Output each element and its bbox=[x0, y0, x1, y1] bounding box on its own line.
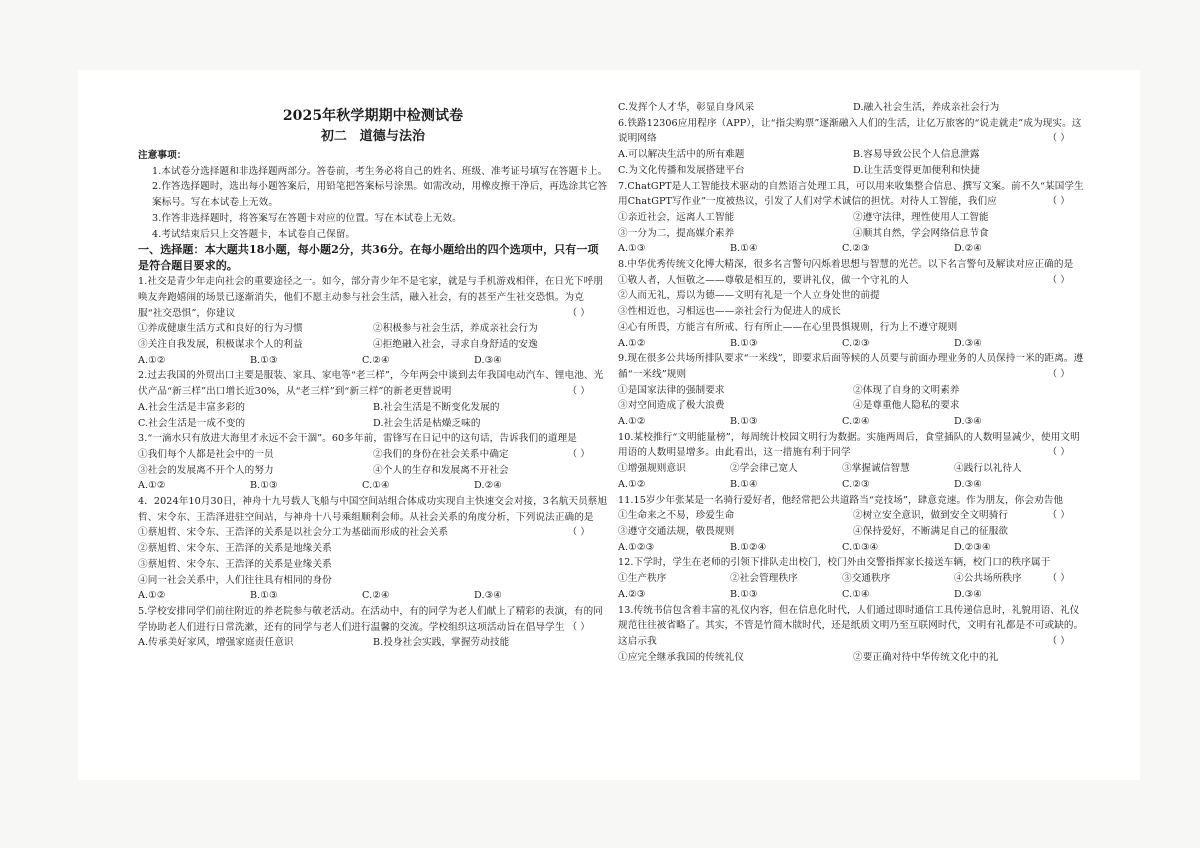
statement-1: ①应完全继承我国的传统礼仪 bbox=[618, 651, 745, 663]
option-a: A.①② bbox=[618, 478, 646, 490]
question-4-text: 4．2024年10月30日，神舟十九号载人飞船与中国空间站组合体成功实现自主快速交会对接，3名航天员蔡旭哲、宋令东、王浩泽进驻空间站，与神舟十八号乘组顺利会师。从社会关系的角度分析，下列说法正确的是 bbox=[138, 496, 608, 523]
question-1-statements-row-1 bbox=[138, 321, 608, 337]
statement-1: ①养成健康生活方式和良好的行为习惯 bbox=[138, 323, 303, 335]
question-11-statements-row-2 bbox=[618, 524, 1088, 540]
option-c: C.①④ bbox=[362, 480, 390, 492]
option-a: A.①② bbox=[138, 480, 166, 492]
statement-2: ②社会管理秩序 bbox=[730, 573, 798, 585]
option-a: A.可以解决生活中的所有难题 bbox=[618, 149, 745, 161]
option-b: B.①③ bbox=[730, 337, 758, 349]
option-a: A.①② bbox=[138, 590, 166, 602]
exam-sheet bbox=[78, 70, 1140, 780]
question-6-text: 6.铁路12306应用程序（APP），让“指尖购票”逐渐融入人们的生活，让亿万旅客的“说走就走”成为现实。这说明网络 bbox=[618, 117, 1082, 145]
left-column bbox=[138, 106, 608, 651]
option-d: D.融入社会生活，养成亲社会行为 bbox=[853, 102, 1000, 113]
answer-paren: （ ） bbox=[1047, 635, 1070, 647]
option-c: C.②④ bbox=[362, 590, 390, 602]
question-8-text: 8.中华优秀传统文化博大精深，很多名言警句闪烁着思想与智慧的光芒。以下名言警句及解读对应正确的是 bbox=[618, 259, 1074, 271]
option-b: B.①③ bbox=[250, 480, 278, 492]
option-d: D.②④ bbox=[954, 243, 983, 255]
question-8-statement-4: ④心有所畏，方能言有所戒、行有所止——在心里畏惧规则，行为上不遵守规则 bbox=[618, 321, 958, 333]
question-8-options bbox=[618, 336, 1088, 352]
question-13-text: 13.传统书信包含着丰富的礼仪内容，但在信息化时代，人们通过即时通信工具传递信息时，礼貌用语、礼仪规范往往被省略了。其实，不管是竹简木牍时代，还是纸质文明乃至互联网时代，文明有礼都是不可或缺的。这启示我 bbox=[618, 604, 1084, 647]
option-a: A.①② bbox=[618, 416, 646, 428]
question-3-statements-row-2 bbox=[138, 463, 608, 479]
question-5-text: 5.学校安排同学们前往附近的养老院参与敬老活动。在活动中，有的同学为老人们献上了精彩的表演，有的同学协助老人们进行日常洗漱，还有的同学与老人们进行温馨的交流。学校组织这项活动旨在倡导学生 bbox=[138, 605, 603, 633]
question-4-statement-2: ②蔡旭哲、宋令东、王浩泽的关系是地缘关系 bbox=[138, 543, 332, 555]
question-5-options-row-2 bbox=[618, 100, 1088, 116]
option-b: B.容易导致公民个人信息泄露 bbox=[853, 149, 980, 161]
question-4-options bbox=[138, 588, 608, 604]
option-b: B.①③ bbox=[730, 416, 758, 428]
question-1-stem bbox=[138, 274, 608, 321]
question-2-text: 2.过去我国的外贸出口主要是服装、家具、家电等“老三样”，今年两会中谈到去年我国电动汽车、锂电池、光伏产品“新三样”出口增长近30%，从“老三样”到“新三样”的新老更替说明 bbox=[138, 370, 604, 398]
answer-paren: （ ） bbox=[1047, 573, 1070, 585]
statement-1: ①增强规则意识 bbox=[618, 463, 686, 475]
answer-paren: （ ） bbox=[1047, 274, 1070, 286]
option-b: B.投身社会实践，掌握劳动技能 bbox=[373, 637, 510, 649]
question-6-options-row-1 bbox=[618, 147, 1088, 163]
question-5-options-row-1 bbox=[138, 635, 608, 651]
question-12-statements bbox=[618, 571, 1047, 587]
question-11-options bbox=[618, 540, 1088, 556]
question-1-options bbox=[138, 353, 608, 369]
question-1-statements-row-2 bbox=[138, 337, 608, 353]
option-a: A.②③ bbox=[618, 588, 646, 600]
question-11-statements-row-1 bbox=[618, 508, 1047, 524]
answer-paren: （ ） bbox=[567, 307, 590, 319]
option-b: B.①④ bbox=[730, 243, 758, 255]
statement-2: ②学会律己宽人 bbox=[730, 463, 798, 475]
question-12-options bbox=[618, 587, 1088, 603]
statement-2: ②树立安全意识，做到安全文明骑行 bbox=[853, 510, 1009, 522]
statement-1: ①生产秩序 bbox=[618, 573, 667, 585]
statement-2: ②积极参与社会生活，养成亲社会行为 bbox=[373, 323, 538, 335]
question-8-statement-2: ②人而无礼，焉以为德——文明有礼是一个人立身处世的前提 bbox=[618, 290, 880, 302]
question-2-options-row-1 bbox=[138, 400, 608, 416]
exam-title: 2025年秋学期期中检测试卷 bbox=[282, 108, 464, 124]
statement-3: ③掌握诚信智慧 bbox=[842, 463, 910, 475]
statement-2: ②我们的身份在社会关系中确定 bbox=[373, 448, 509, 460]
option-b: B.①③ bbox=[250, 590, 278, 602]
option-d: D.让生活变得更加便利和快捷 bbox=[853, 164, 980, 176]
question-8-statement-3: ③性相近也，习相远也——亲社会行为促进人的成长 bbox=[618, 306, 841, 318]
statement-4: ④个人的生存和发展离不开社会 bbox=[373, 464, 509, 476]
section-heading: 一、选择题：本大题共18小题，每小题2分，共36分。在每小题给出的四个选项中，只有一项是符合题目要求的。 bbox=[138, 243, 599, 273]
option-c: C.②③ bbox=[842, 337, 870, 349]
statement-4: ④保持爱好，不断满足自己的征服欲 bbox=[853, 525, 1009, 537]
question-9-statements-row-2 bbox=[618, 398, 1088, 414]
option-b: B.①③ bbox=[250, 354, 278, 366]
statement-1: ①生命来之不易，珍爱生命 bbox=[618, 510, 735, 522]
notice-item-3: 3.作答非选择题时，将答案写在答题卡对应的位置。写在本试卷上无效。 bbox=[152, 212, 462, 224]
statement-3: ③交通秩序 bbox=[842, 573, 891, 585]
answer-paren: （ ） bbox=[1047, 133, 1070, 145]
question-9-text: 9.现在很多公共场所排队要求“一米线”，即要求后面等候的人员要与前面办理业务的人员保持一米的距离。遵循“一米线”规则 bbox=[618, 353, 1084, 380]
statement-1: ①我们每个人都是社会中的一员 bbox=[138, 448, 274, 460]
option-d: D.③④ bbox=[954, 416, 983, 428]
question-10-stem bbox=[618, 430, 1088, 461]
option-c: C.为文化传播和发展搭建平台 bbox=[618, 164, 745, 176]
question-7-stem bbox=[618, 179, 1088, 210]
option-d: D.③④ bbox=[474, 354, 503, 366]
option-b: B.①②④ bbox=[730, 541, 767, 553]
option-d: D.社会生活是枯燥乏味的 bbox=[373, 417, 481, 429]
option-d: D.③④ bbox=[954, 337, 983, 349]
question-13-statements-row-1 bbox=[618, 650, 1088, 666]
question-9-options bbox=[618, 414, 1088, 430]
option-a: A.传承美好家风，增强家庭责任意识 bbox=[138, 637, 294, 649]
answer-paren: （ ） bbox=[567, 448, 590, 460]
option-c: C.社会生活是一成不变的 bbox=[138, 417, 246, 429]
option-c: C.发挥个人才华，彰显自身风采 bbox=[618, 102, 755, 113]
notice-item-2: 2.作答选择题时，选出每小题答案后，用铅笔把答案标号涂黑。如需改动，用橡皮擦干净后，再选涂其它答案标号。写在本试卷上无效。 bbox=[152, 181, 608, 209]
statement-4: ④是尊重他人隐私的要求 bbox=[853, 400, 960, 412]
question-10-options bbox=[618, 477, 1088, 493]
question-9-statements-row-1 bbox=[618, 383, 1088, 399]
question-2-stem bbox=[138, 368, 608, 399]
question-6-stem bbox=[618, 116, 1088, 147]
question-13-stem bbox=[618, 603, 1088, 650]
statement-4: ④践行以礼待人 bbox=[954, 463, 1022, 475]
question-3-text: 3.“一滴水只有放进大海里才永远不会干涸”。60多年前，雷锋写在日记中的这句话，告诉我们的道理是 bbox=[138, 433, 577, 445]
answer-paren: （ ） bbox=[567, 386, 590, 398]
answer-paren: （ ） bbox=[1047, 196, 1070, 208]
question-3-statements-row-1 bbox=[138, 447, 567, 463]
question-4-statement-3: ③蔡旭哲、宋令东、王浩泽的关系是业缘关系 bbox=[138, 558, 332, 570]
option-d: D.③④ bbox=[474, 590, 503, 602]
notice-item-4: 4.考试结束后只上交答题卡，本试卷自己保留。 bbox=[152, 228, 356, 240]
option-c: C.①④ bbox=[842, 588, 870, 600]
option-c: C.①③④ bbox=[842, 541, 879, 553]
statement-4: ④顺其自然，学会网络信息节食 bbox=[853, 227, 989, 239]
answer-paren: （ ） bbox=[567, 527, 590, 539]
statement-4: ④拒绝融入社会，寻求自身舒适的安逸 bbox=[373, 339, 538, 351]
question-8-statement-1: ①敬人者，人恒敬之——尊敬是相互的，要讲礼仪，做一个守礼的人 bbox=[618, 274, 909, 286]
notice-item-1: 1.本试卷分选择题和非选择题两部分。答卷前，考生务必将自己的姓名、班级、准考证号填写在答题卡上。 bbox=[152, 165, 608, 177]
option-c: C.②③ bbox=[842, 243, 870, 255]
question-4-statement-1: ①蔡旭哲、宋令东、王浩泽的关系是以社会分工为基础而形成的社会关系 bbox=[138, 527, 449, 539]
question-4-statement-4: ④同一社会关系中，人们往往具有相同的身份 bbox=[138, 574, 332, 586]
answer-paren: （ ） bbox=[1047, 368, 1070, 380]
option-c: C.②③ bbox=[842, 478, 870, 490]
option-a: A.①② bbox=[618, 337, 646, 349]
option-d: D.③④ bbox=[954, 588, 983, 600]
statement-3: ③遵守交通法规，敬畏规则 bbox=[618, 525, 735, 537]
question-9-stem bbox=[618, 351, 1088, 382]
option-c: C.②④ bbox=[842, 416, 870, 428]
option-d: D.③④ bbox=[954, 478, 983, 490]
exam-subtitle: 初二 道德与法治 bbox=[320, 129, 426, 144]
answer-paren: （ ） bbox=[567, 621, 590, 633]
right-column bbox=[618, 100, 1088, 665]
question-7-options bbox=[618, 241, 1088, 257]
statement-1: ①是国家法律的强制要求 bbox=[618, 384, 725, 396]
statement-1: ①亲近社会，远离人工智能 bbox=[618, 211, 735, 223]
question-1-text: 1.社交是青少年走向社会的重要途径之一。如今，部分青少年不是宅家，就是与手机游戏相伴，在日光下呼朋唤友奔跑嬉闹的场景已逐渐消失，他们不愿主动参与社会生活，融入社会，有的甚至产生社交恐惧。为克服“社交恐惧”，你建议 bbox=[138, 276, 603, 319]
question-6-options-row-2 bbox=[618, 163, 1088, 179]
question-11-text: 11.15岁少年张某是一名骑行爱好者，他经常把公共道路当“竞技场”，肆意竞速。作为朋友，你会劝告他 bbox=[618, 494, 1064, 506]
statement-2: ②遵守法律，理性使用人工智能 bbox=[853, 211, 989, 223]
question-12-text: 12.下学时，学生在老师的引领下排队走出校门，校门外由交警指挥家长接送车辆，校门口的秩序属于 bbox=[618, 557, 1051, 569]
statement-2: ②体现了自身的文明素养 bbox=[853, 384, 960, 396]
statement-3: ③关注自我发展，积极谋求个人的利益 bbox=[138, 339, 303, 351]
option-d: D.②④ bbox=[474, 480, 503, 492]
question-7-text: 7.ChatGPT是人工智能技术驱动的自然语言处理工具，可以用来收集整合信息、撰写文案。前不久“某国学生用ChatGPT写作业”一度被热议，引发了人们对学术诚信的担忧。对待人工智能，我们应 bbox=[618, 180, 1084, 208]
question-7-statements-row-1 bbox=[618, 210, 1088, 226]
question-10-statements bbox=[618, 461, 1088, 477]
statement-3: ③社会的发展离不开个人的努力 bbox=[138, 464, 274, 476]
question-5-stem bbox=[138, 604, 608, 635]
answer-paren: （ ） bbox=[1047, 510, 1070, 522]
option-b: B.社会生活是不断变化发展的 bbox=[373, 401, 500, 413]
option-a: A.社会生活是丰富多彩的 bbox=[138, 401, 246, 413]
question-2-options-row-2 bbox=[138, 416, 608, 432]
statement-4: ④公共场所秩序 bbox=[954, 573, 1022, 585]
answer-paren: （ ） bbox=[1047, 447, 1070, 459]
option-b: B.①③ bbox=[730, 588, 758, 600]
option-d: D.②③④ bbox=[954, 541, 991, 553]
option-a: A.①② bbox=[138, 354, 166, 366]
statement-3: ③一分为二，提高媒介素养 bbox=[618, 227, 735, 239]
question-10-text: 10.某校推行“文明能量榜”，每周统计校园文明行为数据。实施两周后，食堂插队的人数明显减少，使用文明用语的人数明显增多。由此看出，这一措施有利于同学 bbox=[618, 431, 1080, 459]
notice-heading: 注意事项： bbox=[138, 150, 187, 161]
statement-2: ②要正确对待中华传统文化中的礼 bbox=[853, 651, 999, 663]
option-a: A.①②③ bbox=[618, 541, 655, 553]
question-3-options bbox=[138, 478, 608, 494]
question-7-statements-row-2 bbox=[618, 226, 1088, 242]
option-a: A.①③ bbox=[618, 243, 646, 255]
statement-3: ③对空间造成了极大浪费 bbox=[618, 400, 725, 412]
option-c: C.②④ bbox=[362, 354, 390, 366]
option-b: B.①④ bbox=[730, 478, 758, 490]
